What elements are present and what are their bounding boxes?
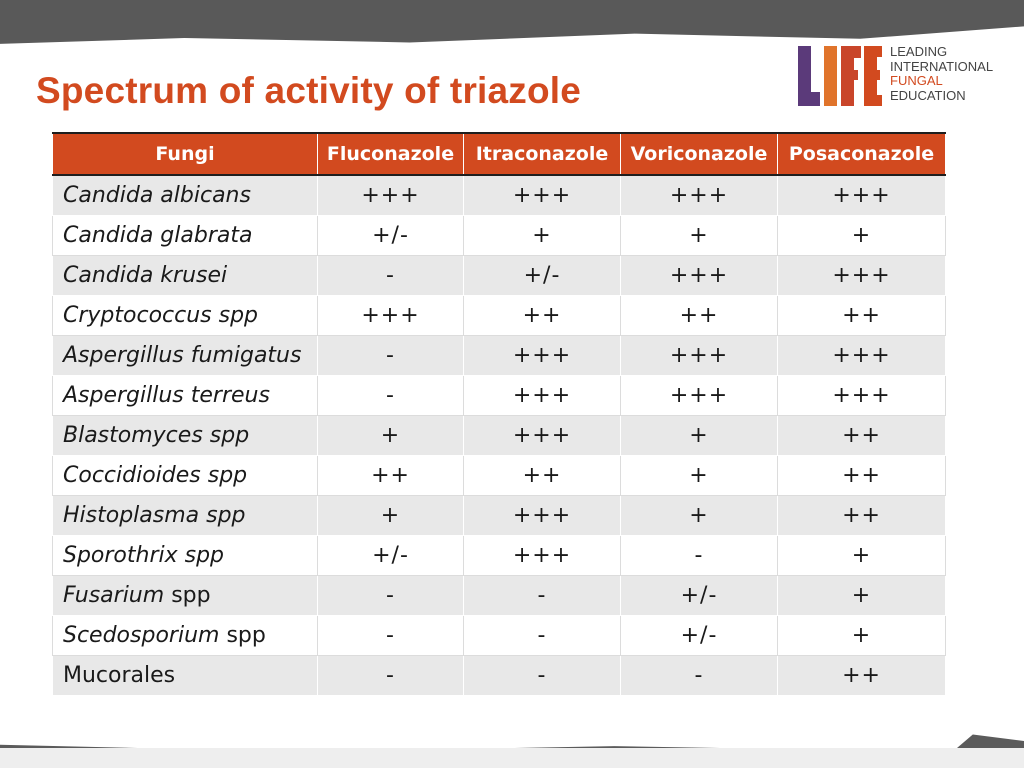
fungus-genus: Histoplasma spp <box>63 503 246 528</box>
activity-value-cell: +++ <box>464 336 621 376</box>
paper-bottom-edge <box>0 748 1024 768</box>
fungus-genus: Coccidioides spp <box>63 463 248 488</box>
table-row <box>53 616 946 656</box>
fungus-suffix: spp <box>171 583 211 608</box>
fungus-genus: Candida glabrata <box>63 223 253 248</box>
table-row <box>53 576 946 616</box>
activity-value-cell: +++ <box>464 536 621 576</box>
activity-value-cell: ++ <box>621 296 778 336</box>
activity-value-cell: + <box>318 496 464 536</box>
activity-value-cell: + <box>318 416 464 456</box>
activity-value-cell: - <box>464 616 621 656</box>
activity-value-cell: ++ <box>318 456 464 496</box>
activity-value-cell: ++ <box>778 656 946 696</box>
table-row <box>53 536 946 576</box>
activity-value-cell: - <box>318 616 464 656</box>
activity-value-cell: + <box>621 416 778 456</box>
logo-line-education: EDUCATION <box>890 87 966 103</box>
activity-value-cell: - <box>318 376 464 416</box>
activity-value-cell: ++ <box>778 456 946 496</box>
activity-value-cell: +++ <box>621 175 778 216</box>
activity-value-cell: +/- <box>318 536 464 576</box>
triazole-spectrum-table <box>52 132 946 696</box>
activity-value-cell: +++ <box>318 296 464 336</box>
activity-value-cell: +/- <box>318 216 464 256</box>
activity-value-cell: - <box>318 256 464 296</box>
fungus-genus: Cryptococcus spp <box>63 303 259 328</box>
activity-value-cell: + <box>621 496 778 536</box>
activity-value-cell: +++ <box>464 496 621 536</box>
activity-value-cell: +++ <box>464 376 621 416</box>
activity-value-cell: - <box>621 536 778 576</box>
activity-value-cell: + <box>778 216 946 256</box>
activity-value-cell: ++ <box>464 296 621 336</box>
logo-line-international: INTERNATIONAL <box>890 58 994 74</box>
fungus-name-cell <box>53 336 318 376</box>
table-body <box>53 175 946 696</box>
fungus-genus: Aspergillus fumigatus <box>63 343 302 368</box>
activity-value-cell: - <box>318 656 464 696</box>
activity-value-cell: + <box>778 536 946 576</box>
activity-value-cell: +++ <box>464 175 621 216</box>
table-row <box>53 376 946 416</box>
fungus-genus: Blastomyces spp <box>63 423 250 448</box>
life-logo-text <box>890 45 993 103</box>
activity-value-cell: ++ <box>464 456 621 496</box>
fungus-suffix: spp <box>219 623 266 648</box>
fungus-name-cell <box>53 296 318 336</box>
activity-value-cell: - <box>318 576 464 616</box>
activity-value-cell: +/- <box>621 616 778 656</box>
activity-value-cell: +++ <box>621 256 778 296</box>
activity-value-cell: - <box>318 336 464 376</box>
activity-value-cell: +++ <box>318 175 464 216</box>
table-row <box>53 656 946 696</box>
slide-title: Spectrum of activity of triazole <box>36 70 582 111</box>
activity-value-cell: +++ <box>778 336 946 376</box>
fungus-name-cell <box>53 496 318 536</box>
fungus-name-cell <box>53 175 318 216</box>
table-row <box>53 456 946 496</box>
activity-value-cell: + <box>778 616 946 656</box>
fungus-genus: Fusarium <box>63 583 172 608</box>
fungus-suffix: Mucorales <box>63 663 176 688</box>
fungus-genus: Candida krusei <box>63 263 228 288</box>
table-header-row <box>53 133 946 175</box>
activity-value-cell: +++ <box>778 376 946 416</box>
life-logo-mark-icon <box>798 44 882 108</box>
fungus-name-cell <box>53 376 318 416</box>
fungus-name-cell <box>53 616 318 656</box>
header-fungi: Fungi <box>53 133 318 175</box>
fungus-name-cell <box>53 416 318 456</box>
fungus-name-cell <box>53 536 318 576</box>
top-band <box>0 0 1024 40</box>
fungus-genus: Scedosporium <box>63 623 220 648</box>
activity-value-cell: - <box>464 576 621 616</box>
activity-value-cell: ++ <box>778 416 946 456</box>
table-row <box>53 336 946 376</box>
fungus-genus: Candida albicans <box>63 183 251 208</box>
activity-value-cell: +++ <box>464 416 621 456</box>
activity-value-cell: +/- <box>621 576 778 616</box>
table-row <box>53 496 946 536</box>
activity-value-cell: +/- <box>464 256 621 296</box>
table-row <box>53 216 946 256</box>
activity-value-cell: ++ <box>778 496 946 536</box>
activity-value-cell: + <box>621 216 778 256</box>
fungus-genus: Sporothrix spp <box>63 543 225 568</box>
activity-value-cell: +++ <box>778 175 946 216</box>
activity-value-cell: + <box>778 576 946 616</box>
activity-value-cell: - <box>621 656 778 696</box>
activity-value-cell: +++ <box>621 336 778 376</box>
activity-value-cell: +++ <box>621 376 778 416</box>
fungus-name-cell <box>53 656 318 696</box>
header-fluconazole: Fluconazole <box>318 133 464 175</box>
header-itraconazole: Itraconazole <box>464 133 621 175</box>
activity-value-cell: + <box>464 216 621 256</box>
header-voriconazole: Voriconazole <box>621 133 778 175</box>
activity-value-cell: + <box>621 456 778 496</box>
fungus-genus: Aspergillus terreus <box>63 383 270 408</box>
logo-line-leading: LEADING <box>890 44 948 59</box>
activity-value-cell: - <box>464 656 621 696</box>
fungus-name-cell <box>53 216 318 256</box>
life-logo <box>798 44 998 110</box>
header-posaconazole: Posaconazole <box>778 133 946 175</box>
logo-line-fungal: FUNGAL <box>890 73 943 88</box>
fungus-name-cell <box>53 256 318 296</box>
fungus-name-cell <box>53 456 318 496</box>
table-row <box>53 296 946 336</box>
table-row <box>53 256 946 296</box>
table-row <box>53 175 946 216</box>
activity-value-cell: +++ <box>778 256 946 296</box>
table-row <box>53 416 946 456</box>
activity-value-cell: ++ <box>778 296 946 336</box>
fungus-name-cell <box>53 576 318 616</box>
